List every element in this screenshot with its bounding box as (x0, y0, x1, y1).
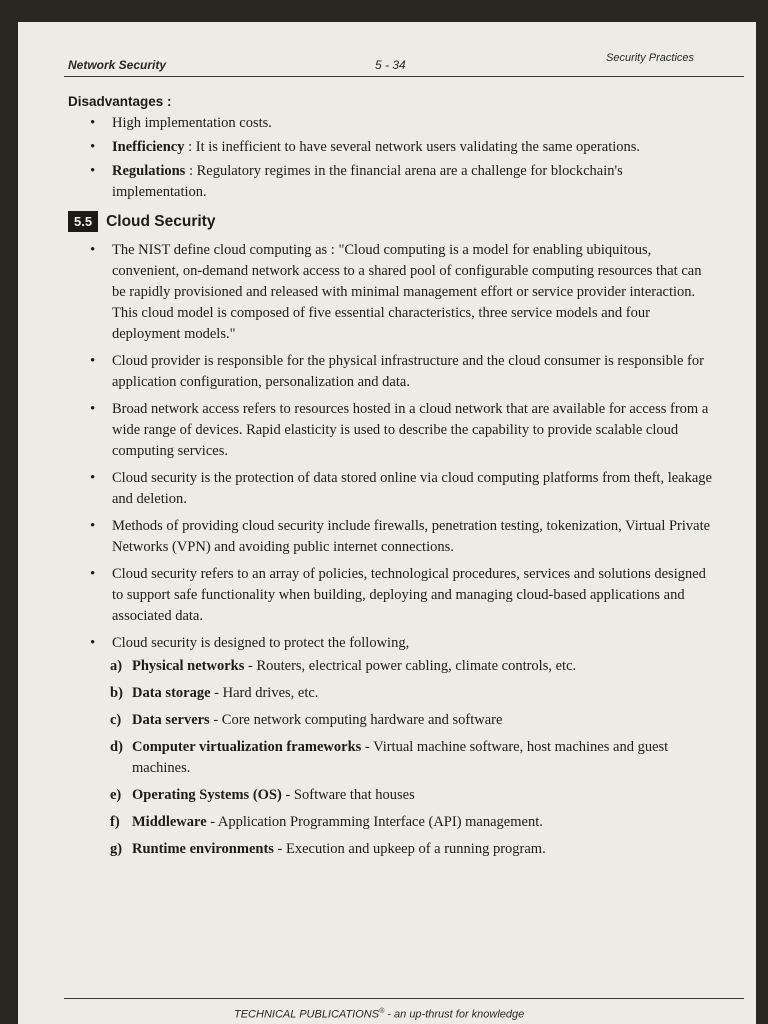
protect-item: f) Middleware - Application Programming Interface (API) management. (110, 814, 543, 830)
section-number: 5.5 (68, 211, 98, 232)
footer-tagline: - an up-thrust for knowledge (384, 1008, 525, 1021)
registered-mark: ® (379, 1008, 385, 1015)
protect-item: a) Physical networks - Routers, electrical power cabling, climate controls, etc. (110, 658, 577, 674)
footer-divider (64, 998, 744, 999)
footer-publisher: TECHNICAL PUBLICATIONS (234, 1008, 380, 1021)
section-heading (68, 211, 718, 232)
protect-item: b) Data storage - Hard drives, etc. (110, 685, 319, 701)
protect-item: c) Data servers - Core network computing hardware and software (110, 712, 503, 728)
protect-list (110, 656, 718, 860)
list-item: • Cloud security is designed to protect the following, a) Physical networks - Routers, electrical power cabling, climate controls, etc. b) Data storage - Hard drives, etc. c) Data servers - Core network computing hardware and software d) Computer virtualization frameworks - Virtual machine software, host machines and guest machines. e) Operating Systems (OS) - Software that houses f) Middleware - Application Programming Interface (API) management. g) Runtime environments - Execution and upkeep of a running program. (68, 633, 718, 860)
section-title: Cloud Security (106, 212, 216, 230)
page-content (68, 94, 718, 866)
list-item: • Inefficiency : It is inefficient to have several network users validating the same operations. (68, 137, 718, 158)
protect-item: e) Operating Systems (OS) - Software that houses (110, 787, 415, 803)
header-chapter-title: Security Practices (606, 52, 695, 64)
list-item: • High implementation costs. (68, 113, 718, 134)
disadvantages-heading: Disadvantages : (68, 94, 172, 109)
header-divider (64, 76, 744, 77)
list-item: • Cloud security refers to an array of policies, technological procedures, services and solutions designed to support safe functionality when building, deploying and managing cloud-based applications and associated data. (68, 564, 718, 627)
document-page (18, 22, 756, 1024)
list-item: • The NIST define cloud computing as : "Cloud computing is a model for enabling ubiquitous, convenient, on-demand network access to a shared pool of configurable computing resources that can be rapidly provisioned and released with minimal management effort or service provider interaction. This cloud model is composed of five essential characteristics, three service models and four deployment models." (68, 240, 718, 345)
footer (234, 1008, 524, 1021)
cloud-security-list (68, 240, 718, 860)
list-item: • Methods of providing cloud security include firewalls, penetration testing, tokenization, Virtual Private Networks (VPN) and avoiding public internet connections. (68, 516, 718, 558)
list-item: • Regulations : Regulatory regimes in the financial arena are a challenge for blockchain's implementation. (68, 161, 718, 203)
list-item: • Cloud provider is responsible for the physical infrastructure and the cloud consumer is responsible for application configuration, personalization and data. (68, 351, 718, 393)
header-page-number: 5 - 34 (375, 58, 406, 72)
protect-item: g) Runtime environments - Execution and upkeep of a running program. (110, 841, 546, 857)
disadvantages-list (68, 113, 718, 203)
protect-item: d) Computer virtualization frameworks - Virtual machine software, host machines and guest machines. (110, 739, 669, 776)
list-item: • Cloud security is the protection of data stored online via cloud computing platforms from theft, leakage and deletion. (68, 468, 718, 510)
list-item: • Broad network access refers to resources hosted in a cloud network that are available for access from a wide range of devices. Rapid elasticity is used to describe the capability to provide scalable cloud computing services. (68, 399, 718, 462)
header-book-title: Network Security (68, 58, 167, 72)
